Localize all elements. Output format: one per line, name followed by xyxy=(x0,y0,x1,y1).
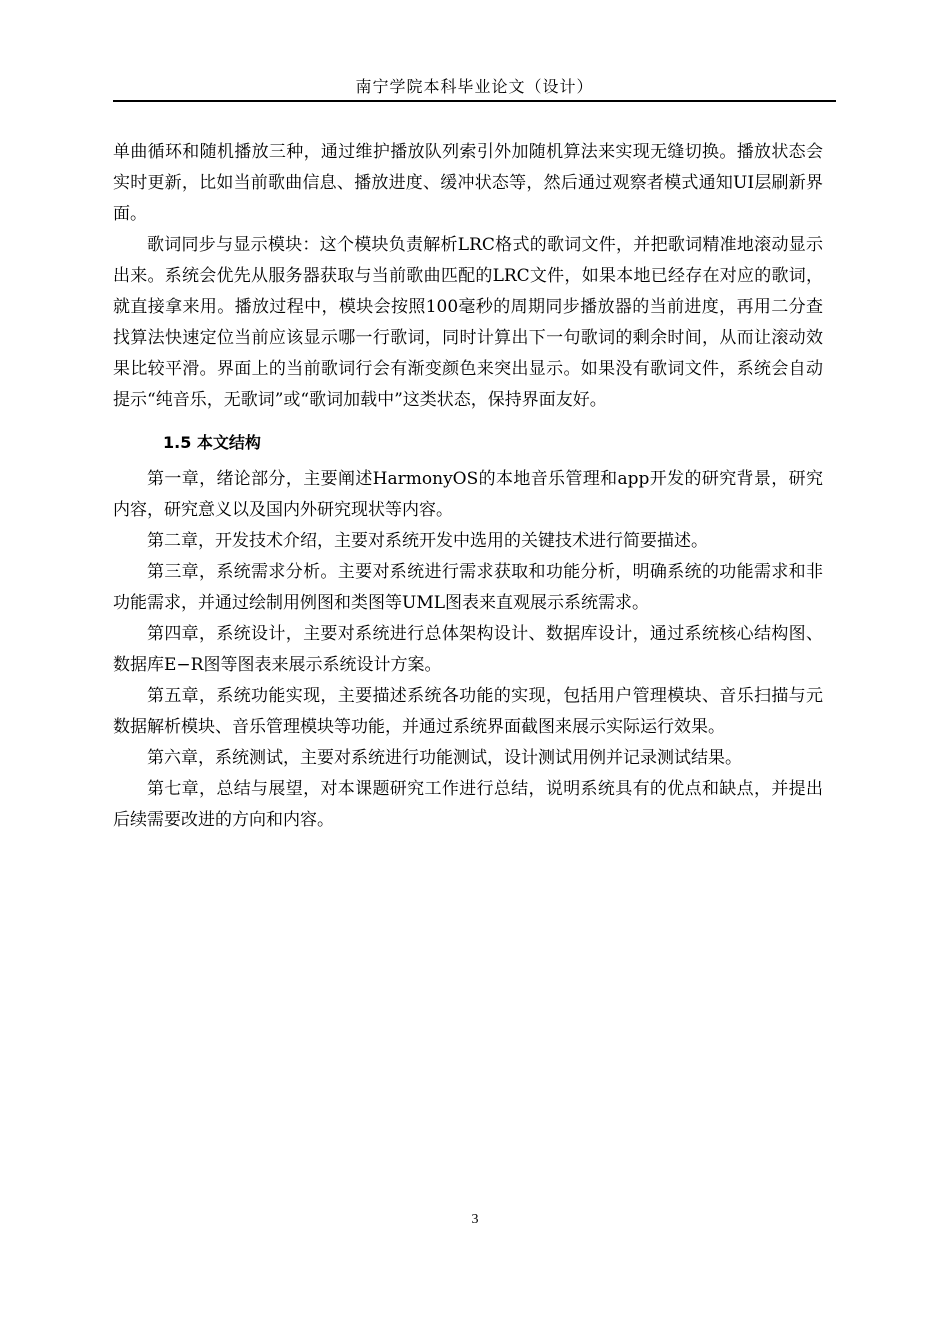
paragraph-lyrics-module: 歌词同步与显示模块：这个模块负责解析LRC格式的歌词文件，并把歌词精准地滚动显示出来。系统会优先从服务器获取与当前歌曲匹配的LRC文件，如果本地已经存在对应的歌词，就直接拿来用。播放过程中，模块会按照100毫秒的周期同步播放器的当前进度，再用二分查找算法快速定位当前应该显示哪一行歌词，同时计算出下一句歌词的剩余时间，从而让滚动效果比较平滑。界面上的当前歌词行会有渐变颜色来突出显示。如果没有歌词文件，系统会自动提示“纯音乐，无歌词”或“歌词加载中”这类状态，保持界面友好。 xyxy=(113,235,823,410)
paragraph-chapter-7: 第七章，总结与展望，对本课题研究工作进行总结，说明系统具有的优点和缺点，并提出后续需要改进的方向和内容。 xyxy=(113,779,823,830)
paragraph-chapter-1: 第一章，绪论部分，主要阐述HarmonyOS的本地音乐管理和app开发的研究背景，研究内容，研究意义以及国内外研究现状等内容。 xyxy=(113,469,823,520)
paragraph-chapter-5: 第五章，系统功能实现，主要描述系统各功能的实现，包括用户管理模块、音乐扫描与元数据解析模块、音乐管理模块等功能，并通过系统界面截图来展示实际运行效果。 xyxy=(113,686,823,737)
paragraph-chapter-3: 第三章，系统需求分析。主要对系统进行需求获取和功能分析，明确系统的功能需求和非功能需求，并通过绘制用例图和类图等UML图表来直观展示系统需求。 xyxy=(113,562,823,613)
section-heading: 1.5 本文结构 xyxy=(163,433,261,452)
paragraph-chapter-4: 第四章，系统设计，主要对系统进行总体架构设计、数据库设计，通过系统核心结构图、数据库E−R图等图表来展示系统设计方案。 xyxy=(113,624,823,675)
paragraph-chapter-6: 第六章，系统测试，主要对系统进行功能测试，设计测试用例并记录测试结果。 xyxy=(147,748,742,768)
paragraph-chapter-2: 第二章，开发技术介绍，主要对系统开发中选用的关键技术进行简要描述。 xyxy=(147,531,708,551)
paragraph-playback-continued: 单曲循环和随机播放三种，通过维护播放队列索引外加随机算法来实现无缝切换。播放状态会实时更新，比如当前歌曲信息、播放进度、缓冲状态等，然后通过观察者模式通知UI层刷新界面。 xyxy=(113,142,823,224)
document-body xyxy=(113,137,823,836)
header-divider xyxy=(113,100,836,102)
page-number: 3 xyxy=(471,1212,479,1227)
page-header-title: 南宁学院本科毕业论文（设计） xyxy=(355,77,594,96)
